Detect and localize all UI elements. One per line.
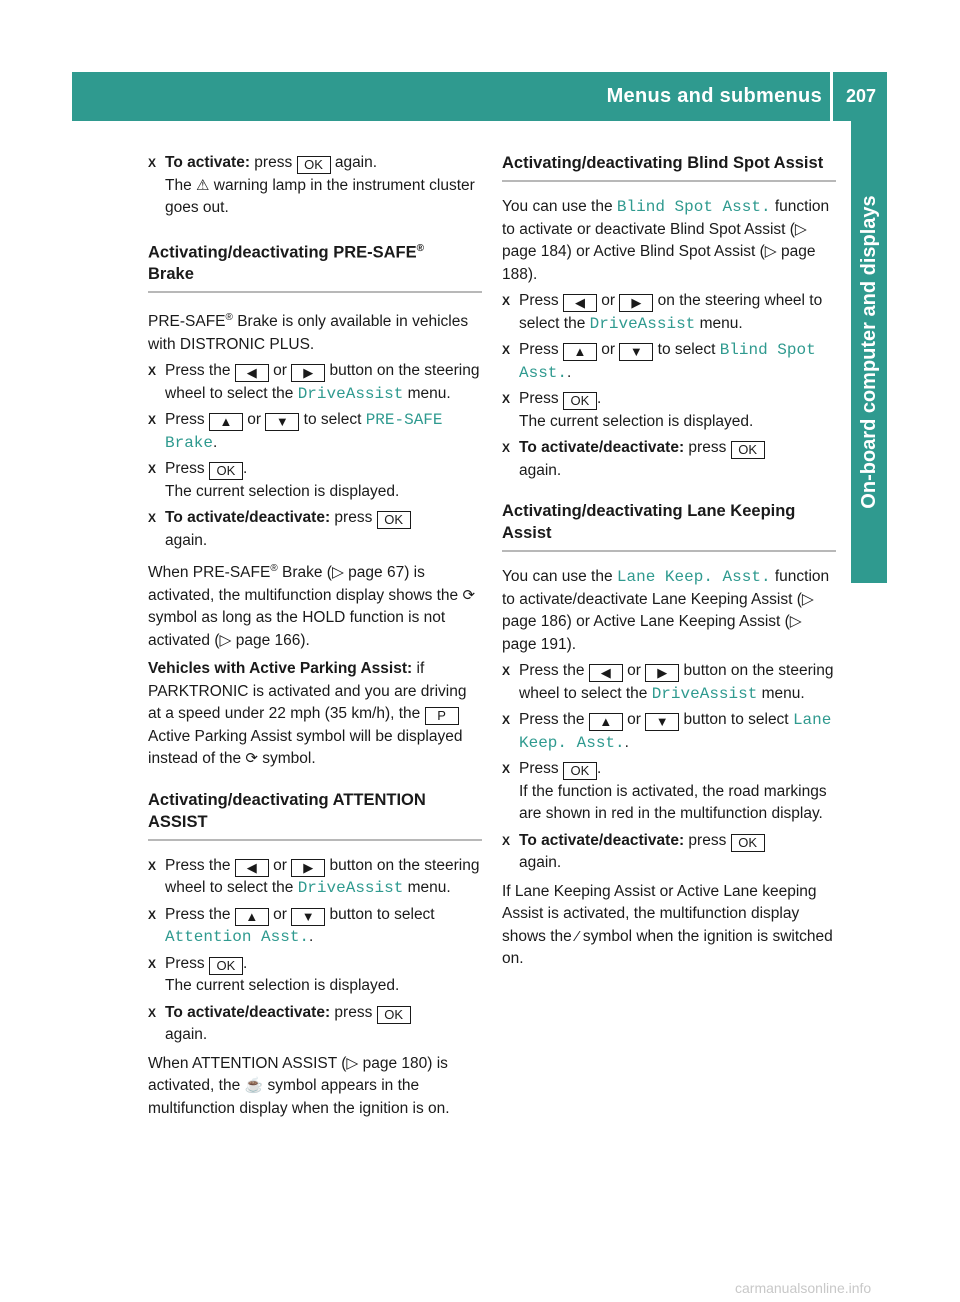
step: X Press OK . The current selection is displayed. [148,460,400,500]
step: X Press ▲ or ▼ to select Blind Spot Asst.. [502,341,816,382]
parking-p-icon: P [425,707,459,725]
right-arrow-key-icon: ▶ [291,859,325,877]
menu-name: Lane Keep. Asst. [616,568,771,586]
heading-attention-assist: Activating/deactivating ATTENTION ASSIST [148,789,482,841]
left-arrow-key-icon: ◀ [563,294,597,312]
left-arrow-key-icon: ◀ [235,859,269,877]
step: X To activate/deactivate: press OK again. [502,437,836,482]
page-title: Menus and submenus [606,85,822,107]
menu-name: DriveAssist [297,879,404,898]
ok-key-icon: OK [563,762,597,780]
step: X Press the ▲ or ▼ button to select Lane Keep. Asst.. [502,711,832,752]
heading-blind-spot-assist: Activating/deactivating Blind Spot Assist [502,152,836,182]
step: X Press OK . The current selection is displayed. [502,390,754,430]
right-arrow-key-icon: ▶ [619,294,653,312]
ok-key-icon: OK [731,834,765,852]
step: X To activate/deactivate: press OK again. [148,1002,482,1047]
step-marker: X [148,156,157,170]
header-divider [830,72,833,121]
up-arrow-key-icon: ▲ [589,713,623,731]
menu-name: DriveAssist [297,384,404,403]
paragraph: When ATTENTION ASSIST (▷ page 180) is activated, the ☕ symbol appears in the multifunction display when the ignition is on. [148,1054,450,1117]
page-number: 207 [845,86,877,106]
esp-off-warning-icon: ⚠ [196,176,210,194]
heading-pre-safe-brake: Activating/deactivating PRE-SAFE® Brake [148,238,482,294]
left-arrow-key-icon: ◀ [589,664,623,682]
step: X Press ▲ or ▼ to select PRE-SAFE Brake. [148,411,443,452]
right-column [502,152,836,975]
lane-keeping-icon: ⁄ [576,927,579,945]
right-arrow-key-icon: ▶ [291,364,325,382]
left-column [148,152,482,1124]
ok-key-icon: OK [731,441,765,459]
step: X Press OK . If the function is activated, the road markings are shown in red in the multifunction display. [502,760,827,822]
step: X Press the ◀ or ▶ button on the steering wheel to select the DriveAssist menu. [502,662,834,703]
down-arrow-key-icon: ▼ [265,413,299,431]
coffee-cup-icon: ☕ [244,1077,264,1095]
ok-key-icon: OK [377,511,411,529]
side-tab-label: On-board computer and displays [858,195,880,509]
ok-key-icon: OK [209,462,243,480]
menu-name: Blind Spot Asst. [519,341,816,382]
menu-name: Attention Asst. [165,928,310,947]
menu-name: DriveAssist [589,314,696,333]
step: X Press ◀ or ▶ on the steering wheel to select the DriveAssist menu. [502,292,823,333]
left-arrow-key-icon: ◀ [235,364,269,382]
ok-key-icon: OK [297,156,331,174]
step: X Press the ▲ or ▼ button to select Attention Asst.. [148,905,435,947]
step: X Press the ◀ or ▶ button on the steering wheel to select the DriveAssist menu. [148,856,480,898]
up-arrow-key-icon: ▲ [209,413,243,431]
menu-name: PRE-SAFE Brake [165,411,443,452]
up-arrow-key-icon: ▲ [235,908,269,926]
step: X To activate/deactivate: press OK again. [148,507,482,552]
ok-key-icon: OK [563,392,597,410]
down-arrow-key-icon: ▼ [645,713,679,731]
down-arrow-key-icon: ▼ [619,343,653,361]
menu-name: Blind Spot Asst. [616,198,771,216]
step: X Press the ◀ or ▶ button on the steering wheel to select the DriveAssist menu. [148,362,480,403]
menu-name: DriveAssist [651,684,758,703]
step-activate-esp: X To activate: press OK again. The ⚠ warning lamp in the instrument cluster goes out. [148,154,475,216]
down-arrow-key-icon: ▼ [291,908,325,926]
paragraph: You can use the Blind Spot Asst. function to activate or deactivate Blind Spot Assist (▷ page 184) or Active Blind Spot Assist (▷ page 188). [502,198,830,283]
right-arrow-key-icon: ▶ [645,664,679,682]
ok-key-icon: OK [377,1006,411,1024]
menu-name: Lane Keep. Asst. [519,711,832,752]
heading-lane-keeping-assist: Activating/deactivating Lane Keeping Assist [502,500,836,552]
step: X To activate/deactivate: press OK again. [502,830,836,875]
paragraph: PRE-SAFE® Brake is only available in vehicles with DISTRONIC PLUS. [148,312,469,353]
pre-safe-brake-icon: ⟳ [245,750,258,768]
paragraph: Vehicles with Active Parking Assist: if PARKTRONIC is activated and you are driving at a speed under 22 mph (35 km/h), the P Active Parking Assist symbol will be displayed instead of the ⟳ symbol. [148,658,482,771]
pre-safe-brake-icon: ⟳ [462,586,476,604]
step: X Press OK . The current selection is displayed. [148,954,400,995]
paragraph: When PRE-SAFE® Brake (▷ page 67) is activated, the multifunction display shows the ⟳ symbol as long as the HOLD function is not activated (▷ page 166). [148,563,476,649]
watermark: carmanualsonline.info [735,1280,872,1296]
up-arrow-key-icon: ▲ [563,343,597,361]
paragraph: You can use the Lane Keep. Asst. function to activate/deactivate Lane Keeping Assist (▷ page 186) or Active Lane Keeping Assist (▷ page 191). [502,568,830,653]
paragraph: If Lane Keeping Assist or Active Lane keeping Assist is activated, the multifunction display shows the ⁄ symbol when the ignition is switched on. [502,882,833,967]
ok-key-icon: OK [209,957,243,975]
